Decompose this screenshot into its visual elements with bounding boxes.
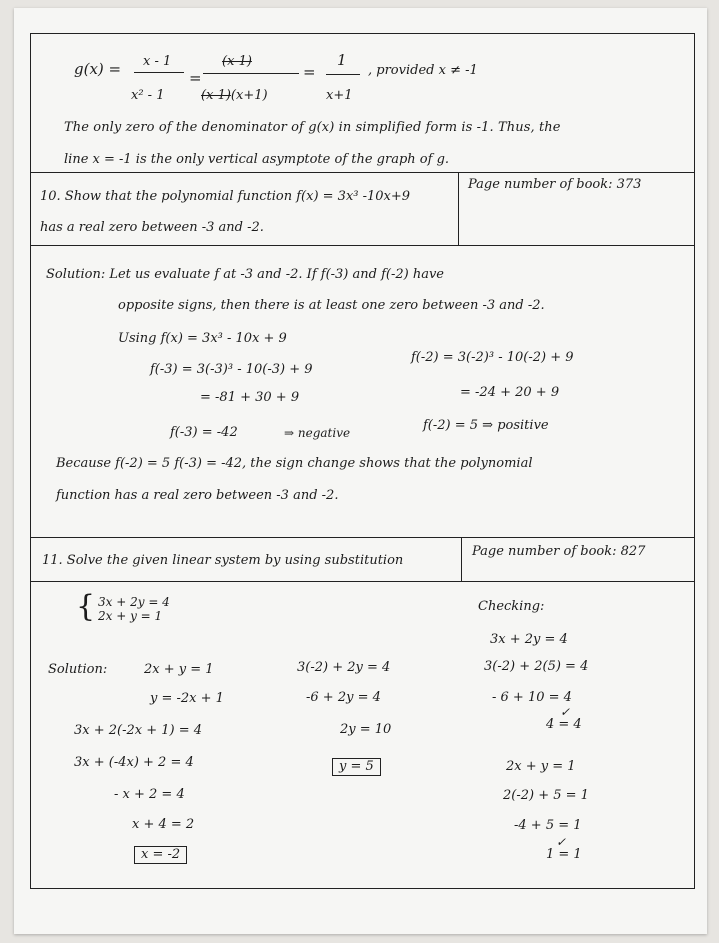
- g-lhs: g(x) =: [74, 60, 122, 78]
- sol11-m2: -6 + 2y = 4: [306, 690, 381, 705]
- sol10-a2: = -81 + 30 + 9: [200, 390, 300, 405]
- system-brace: {: [76, 589, 96, 624]
- divider-q11: [30, 581, 695, 582]
- frac1-den: x² - 1: [131, 88, 165, 103]
- sol11-s1: 2x + y = 1: [144, 662, 214, 677]
- sol10-b1: f(-2) = 3(-2)³ - 10(-2) + 9: [411, 350, 574, 365]
- sol10-a3: f(-3) = -42: [170, 425, 238, 440]
- sol10-c1: Because f(-2) = 5 f(-3) = -42, the sign change shows that the polynomial: [56, 456, 533, 471]
- frac2-num: (x-1): [222, 54, 252, 69]
- q10-page-label: Page number of book: 373: [468, 177, 642, 192]
- q11-line1: 11. Solve the given linear system by using substitution: [42, 553, 404, 568]
- sol10-l3: Using f(x) = 3x³ - 10x + 9: [118, 331, 287, 346]
- sol11-m3: 2y = 10: [340, 722, 392, 737]
- check-k2: 3(-2) + 2(5) = 4: [484, 659, 589, 674]
- check-k4: 4 = 4: [546, 717, 582, 732]
- check-k5: 2x + y = 1: [506, 759, 576, 774]
- q10-line1: 10. Show that the polynomial function f(x) = 3x³ -10x+9: [40, 189, 411, 204]
- frac2-den-b: (x+1): [230, 88, 268, 103]
- proviso: , provided x ≠ -1: [368, 63, 478, 78]
- sol10-a3n: ⇒ negative: [284, 426, 351, 440]
- sol11-s2: y = -2x + 1: [150, 691, 224, 706]
- sol10-a1: f(-3) = 3(-3)³ - 10(-3) + 9: [150, 362, 313, 377]
- check-mark-2: ✓: [556, 835, 567, 849]
- sol10-l1: Solution: Let us evaluate f at -3 and -2. If f(-3) and f(-2) have: [46, 267, 445, 282]
- frac3-num: 1: [337, 51, 347, 69]
- divider-sol10: [30, 537, 695, 538]
- check-k8: 1 = 1: [546, 847, 582, 862]
- sol11-s3: 3x + 2(-2x + 1) = 4: [74, 723, 203, 738]
- sol10-b3: f(-2) = 5 ⇒ positive: [423, 418, 549, 433]
- frac1-num: x - 1: [143, 54, 172, 69]
- frac2-den: [201, 88, 268, 104]
- check-k1: 3x + 2y = 4: [490, 632, 568, 647]
- divider-top: [30, 172, 695, 173]
- check-k3: - 6 + 10 = 4: [492, 690, 572, 705]
- frac3-bar: [326, 74, 360, 75]
- eq2: =: [303, 63, 316, 81]
- sol11-m1: 3(-2) + 2y = 4: [297, 660, 391, 675]
- sol10-b2: = -24 + 20 + 9: [460, 385, 560, 400]
- sys-eq1: 3x + 2y = 4: [98, 595, 170, 609]
- top-line1: The only zero of the denominator of g(x) in simplified form is -1. Thus, the: [64, 120, 561, 135]
- divider-q11-page: [461, 537, 462, 581]
- frac1-bar: [134, 72, 184, 73]
- q10-line2: has a real zero between -3 and -2.: [40, 220, 264, 235]
- sol10-l2: opposite signs, then there is at least one zero between -3 and -2.: [118, 298, 545, 313]
- sol11-x-answer: x = -2: [134, 846, 187, 864]
- sys-eq2: 2x + y = 1: [98, 609, 163, 623]
- q11-page-label: Page number of book: 827: [472, 544, 646, 559]
- check-k6: 2(-2) + 5 = 1: [503, 788, 589, 803]
- frac2-bar: [203, 73, 299, 74]
- sol11-s5: - x + 2 = 4: [114, 787, 185, 802]
- check-mark-1: ✓: [560, 705, 571, 719]
- top-line2: line x = -1 is the only vertical asymptote of the graph of g.: [64, 152, 450, 167]
- frac3-den: x+1: [326, 88, 353, 103]
- checking-label: Checking:: [478, 599, 545, 614]
- check-k7: -4 + 5 = 1: [514, 818, 582, 833]
- sol10-c2: function has a real zero between -3 and -2.: [56, 488, 339, 503]
- sol11-label: Solution:: [48, 662, 108, 677]
- eq1: =: [189, 69, 202, 87]
- divider-q10-page: [458, 172, 459, 245]
- sol11-y-answer: y = 5: [332, 758, 381, 776]
- sol11-s4: 3x + (-4x) + 2 = 4: [74, 755, 194, 770]
- sol11-s6: x + 4 = 2: [132, 817, 195, 832]
- divider-q10: [30, 245, 695, 246]
- frac2-den-a: (x-1): [201, 88, 231, 103]
